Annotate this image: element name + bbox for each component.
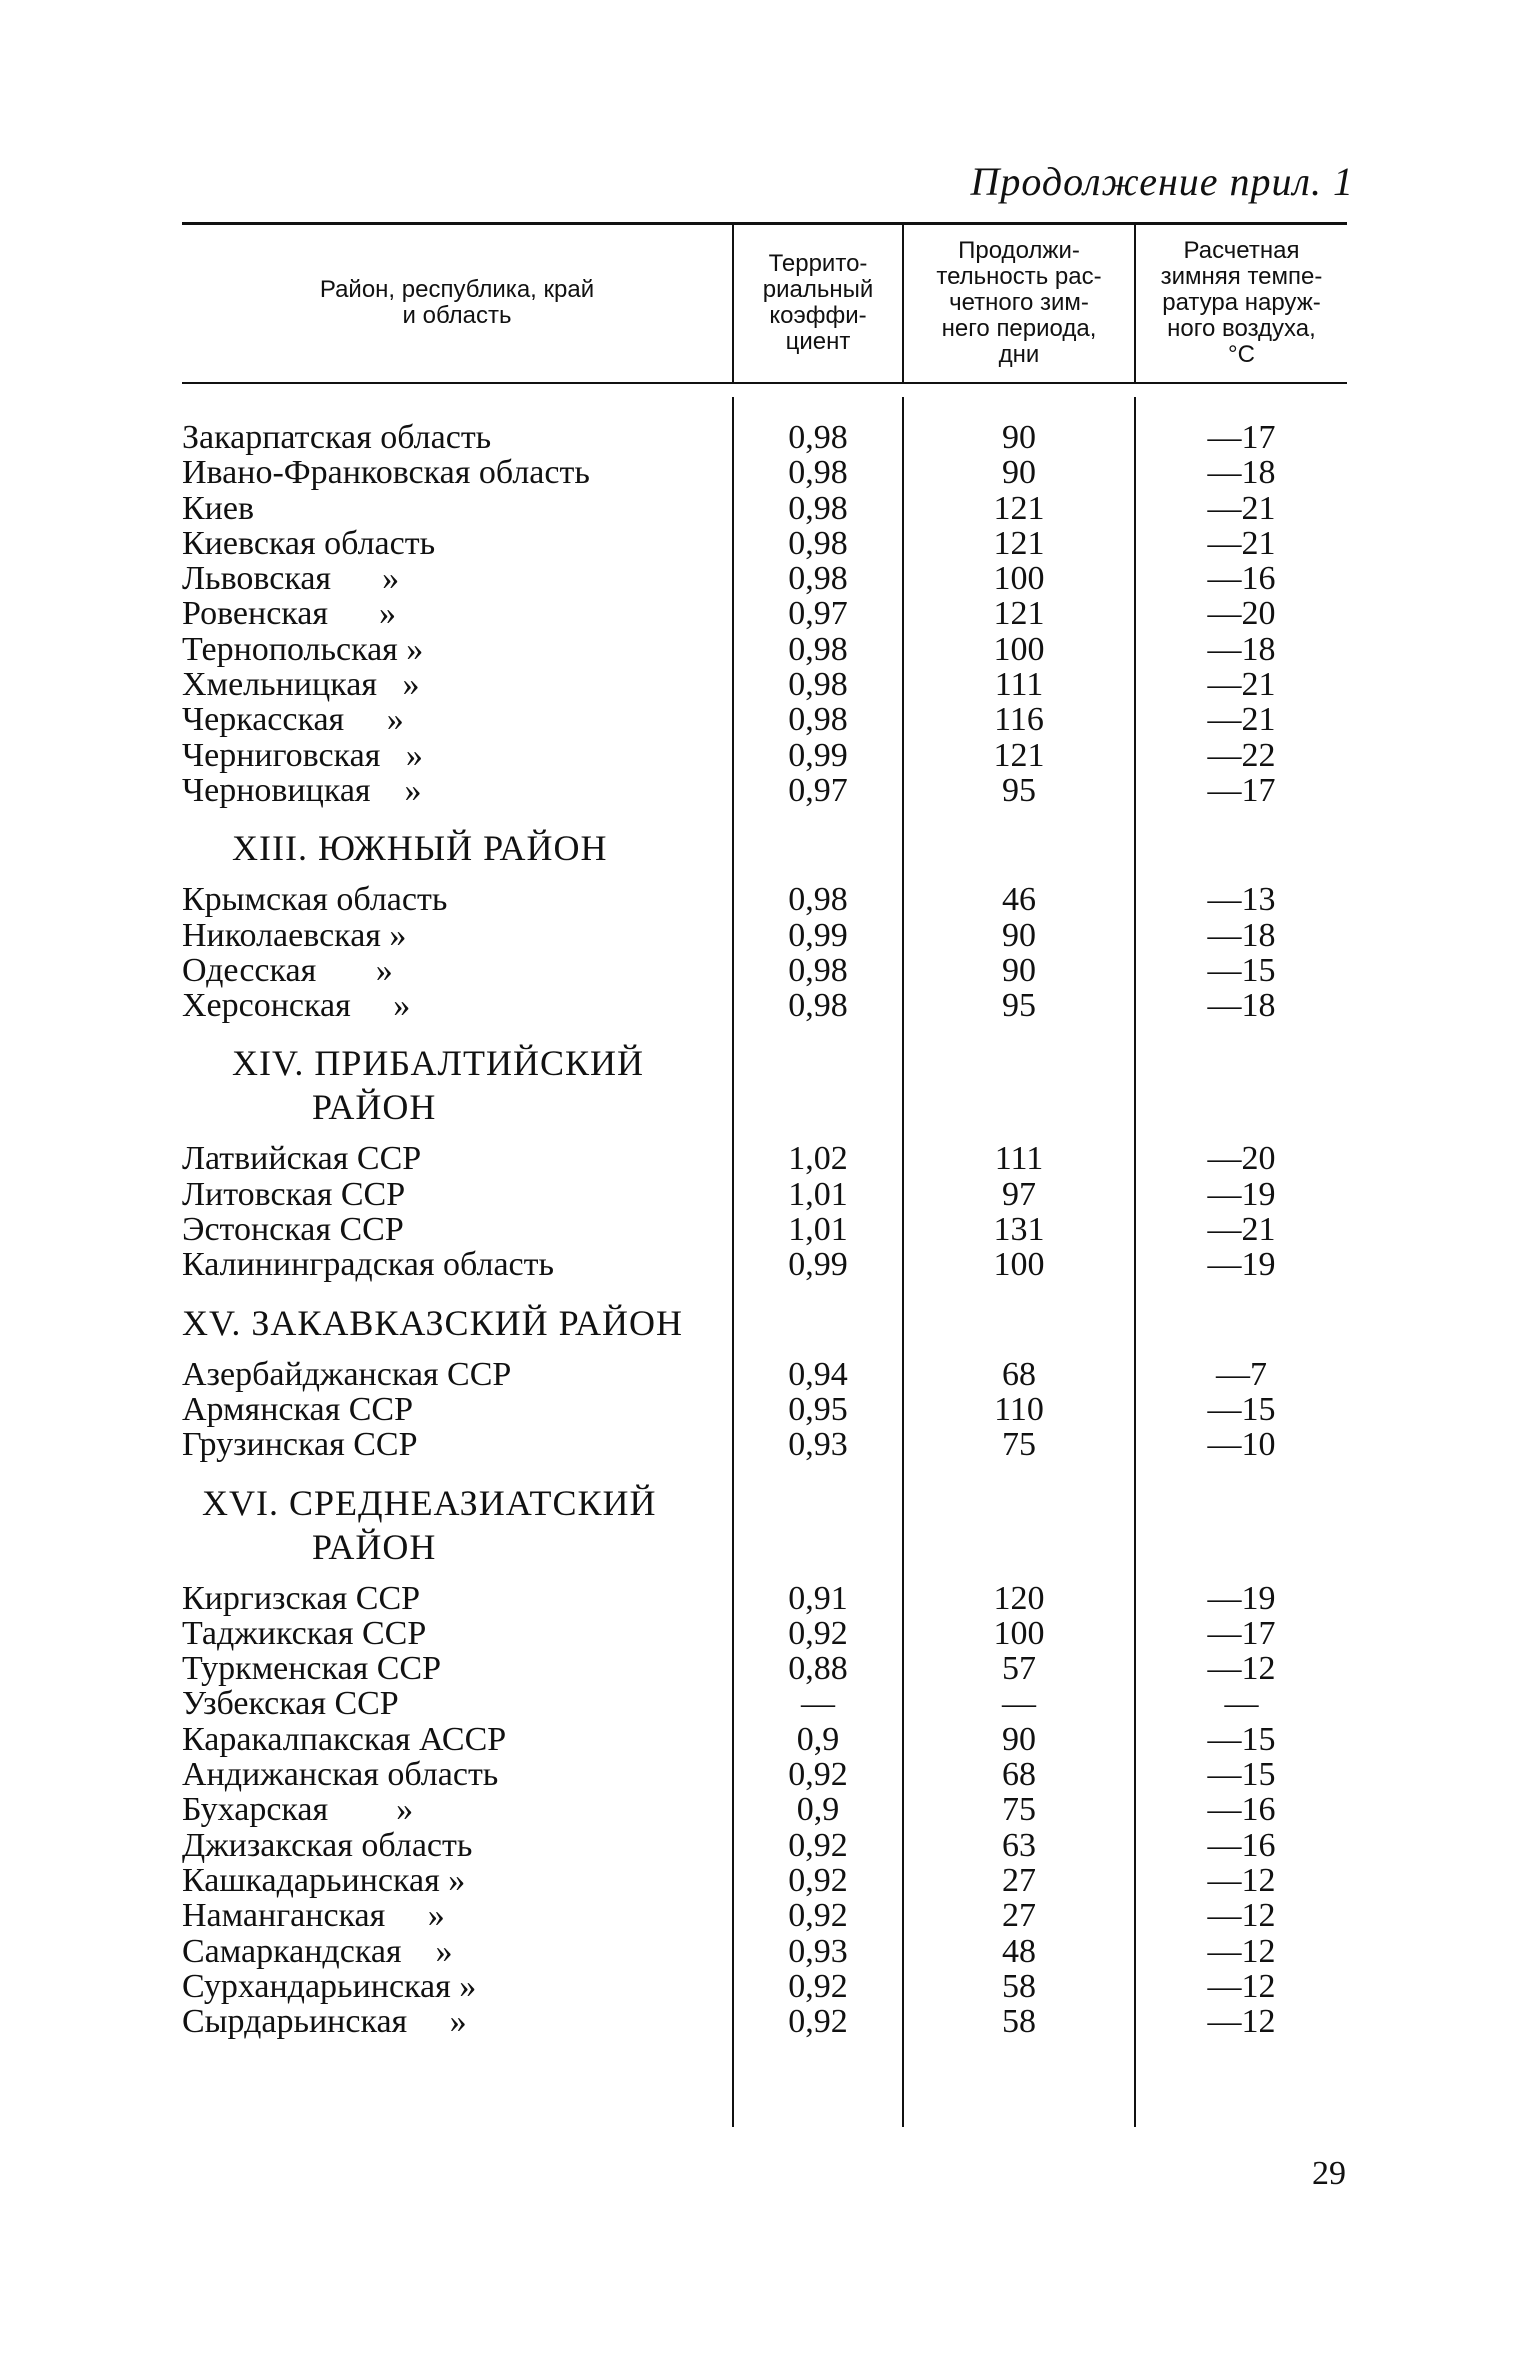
coefficient-cell: 0,98 — [788, 951, 848, 989]
coefficient-cell: 0,98 — [788, 419, 848, 456]
region-cell: Каракалпакская АССР — [182, 1720, 507, 1758]
temperature-cell: —21 — [1207, 489, 1276, 527]
header-coefficient: Террито- риальный коэффи- циент — [762, 250, 874, 355]
duration-cell: 90 — [1002, 419, 1036, 456]
temperature-cell: —16 — [1207, 1791, 1276, 1829]
temperature-cell: — — [1224, 1685, 1259, 1723]
header-region: Район, республика, край и область — [319, 276, 595, 329]
table-row — [182, 1581, 1347, 1616]
temperature-cell: —21 — [1207, 524, 1276, 562]
temperature-cell: —17 — [1207, 1614, 1276, 1652]
temperature-cell: —21 — [1207, 1211, 1276, 1249]
temperature-cell: —19 — [1207, 1175, 1276, 1213]
table-row — [182, 1427, 1347, 1462]
coefficient-cell: 0,93 — [788, 1426, 848, 1464]
region-cell: Литовская ССР — [182, 1175, 406, 1213]
table-row — [182, 632, 1347, 667]
coefficient-cell: 0,97 — [788, 595, 848, 633]
duration-cell: 120 — [993, 1579, 1045, 1617]
temperature-cell: —17 — [1207, 771, 1276, 809]
region-cell: Черкасская » — [182, 701, 404, 739]
section-heading-line: РАЙОН — [182, 1087, 437, 1128]
table-row — [182, 1898, 1347, 1933]
temperature-cell: —13 — [1207, 881, 1276, 919]
coefficient-cell: 0,92 — [788, 1897, 848, 1935]
region-cell: Тернопольская » — [182, 630, 424, 668]
table-row — [182, 1722, 1347, 1757]
table-row — [182, 1651, 1347, 1686]
table-row — [182, 667, 1347, 702]
duration-cell: 90 — [1002, 454, 1036, 492]
duration-cell: 95 — [1002, 987, 1036, 1025]
table-top-rule — [182, 222, 1347, 225]
region-cell: Азербайджанская ССР — [182, 1355, 512, 1393]
region-cell: Туркменская ССР — [182, 1650, 441, 1688]
duration-cell: 58 — [1002, 1967, 1036, 2005]
region-cell: Одесская » — [182, 951, 393, 989]
coefficient-cell: 0,92 — [788, 1861, 848, 1899]
region-cell: Грузинская ССР — [182, 1426, 418, 1464]
duration-cell: 58 — [1002, 2003, 1036, 2041]
duration-cell: 90 — [1002, 916, 1036, 954]
table-row — [182, 561, 1347, 596]
region-cell: Наманганская » — [182, 1897, 445, 1935]
temperature-cell: —18 — [1207, 916, 1276, 954]
table-row — [182, 702, 1347, 737]
temperature-cell: —17 — [1207, 419, 1276, 456]
temperature-cell: —16 — [1207, 560, 1276, 598]
coefficient-cell: 0,92 — [788, 2003, 848, 2041]
duration-cell: 68 — [1002, 1756, 1036, 1794]
coefficient-cell: 0,92 — [788, 1967, 848, 2005]
coefficient-cell: 0,98 — [788, 701, 848, 739]
region-cell: Сурхандарьинская » — [182, 1967, 477, 2005]
duration-cell: 100 — [993, 560, 1045, 598]
table-row — [182, 1828, 1347, 1863]
duration-cell: 100 — [993, 1614, 1045, 1652]
temperature-cell: —12 — [1207, 1897, 1276, 1935]
duration-cell: 100 — [993, 630, 1045, 668]
coefficient-cell: 0,97 — [788, 771, 848, 809]
coefficient-cell: — — [801, 1685, 835, 1723]
region-cell: Кашкадарьинская » — [182, 1861, 466, 1899]
temperature-cell: —10 — [1207, 1426, 1276, 1464]
region-cell: Закарпатская область — [182, 419, 492, 456]
temperature-cell: —21 — [1207, 701, 1276, 739]
coefficient-cell: 1,01 — [788, 1175, 848, 1213]
duration-cell: 46 — [1002, 881, 1036, 919]
temperature-cell: —15 — [1207, 1756, 1276, 1794]
region-cell: Таджикская ССР — [182, 1614, 427, 1652]
coefficient-cell: 0,98 — [788, 489, 848, 527]
table-row — [182, 491, 1347, 526]
section-heading — [182, 826, 1347, 870]
temperature-cell: —15 — [1207, 1720, 1276, 1758]
table-row — [182, 1934, 1347, 1969]
region-cell: Хмельницкая » — [182, 666, 420, 704]
table-row — [182, 988, 1347, 1023]
duration-cell: 100 — [993, 1246, 1045, 1284]
table-row — [182, 596, 1347, 631]
duration-cell: 75 — [1002, 1791, 1036, 1829]
coefficient-cell: 0,93 — [788, 1932, 848, 1970]
temperature-cell: —7 — [1216, 1355, 1267, 1393]
table-row — [182, 1686, 1347, 1721]
duration-cell: 121 — [993, 489, 1045, 527]
table-row — [182, 420, 1347, 455]
temperature-cell: —12 — [1207, 2003, 1276, 2041]
temperature-cell: —12 — [1207, 1650, 1276, 1688]
duration-cell: 90 — [1002, 951, 1036, 989]
region-cell: Черниговская » — [182, 736, 423, 774]
coefficient-cell: 0,91 — [788, 1579, 848, 1617]
coefficient-cell: 0,99 — [788, 1246, 848, 1284]
region-cell: Джизакская область — [182, 1826, 473, 1864]
coefficient-cell: 1,02 — [788, 1140, 848, 1178]
table-row — [182, 1969, 1347, 2004]
temperature-cell: —15 — [1207, 1390, 1276, 1428]
duration-cell: 131 — [993, 1211, 1045, 1249]
header-rule — [182, 382, 1347, 384]
region-cell: Львовская » — [182, 560, 400, 598]
continuation-note: Продолжение прил. 1 — [970, 159, 1354, 204]
temperature-cell: —12 — [1207, 1967, 1276, 2005]
duration-cell: 75 — [1002, 1426, 1036, 1464]
coefficient-cell: 0,95 — [788, 1390, 848, 1428]
coefficient-cell: 0,99 — [788, 916, 848, 954]
section-heading — [182, 1481, 1347, 1569]
temperature-cell: —19 — [1207, 1246, 1276, 1284]
region-cell: Киргизская ССР — [182, 1579, 421, 1617]
temperature-cell: —20 — [1207, 595, 1276, 633]
page-number: 29 — [1312, 2155, 1346, 2192]
section-heading-line: XV. ЗАКАВКАЗСКИЙ РАЙОН — [182, 1302, 683, 1343]
coefficient-cell: 0,98 — [788, 560, 848, 598]
duration-cell: 121 — [993, 736, 1045, 774]
table-row — [182, 1757, 1347, 1792]
coefficient-cell: 0,99 — [788, 736, 848, 774]
duration-cell: 48 — [1002, 1932, 1036, 1970]
temperature-cell: —12 — [1207, 1932, 1276, 1970]
table-row — [182, 1141, 1347, 1176]
duration-cell: 57 — [1002, 1650, 1036, 1688]
region-cell: Черновицкая » — [182, 771, 422, 809]
region-cell: Сырдарьинская » — [182, 2003, 467, 2041]
temperature-cell: —18 — [1207, 454, 1276, 492]
region-cell: Латвийская ССР — [182, 1140, 422, 1178]
table-row — [182, 1392, 1347, 1427]
temperature-cell: —18 — [1207, 987, 1276, 1025]
table-row — [182, 953, 1347, 988]
coefficient-cell: 0,92 — [788, 1614, 848, 1652]
header-duration: Продолжи- тельность рас- четного зим- него периода, дни — [936, 237, 1102, 368]
region-cell: Ровенская » — [182, 595, 397, 633]
duration-cell: 110 — [994, 1390, 1044, 1428]
region-cell: Узбекская ССР — [182, 1685, 399, 1723]
table-row — [182, 738, 1347, 773]
duration-cell: 68 — [1002, 1355, 1036, 1393]
coefficient-cell: 0,9 — [796, 1720, 840, 1758]
duration-cell: 27 — [1002, 1861, 1036, 1899]
temperature-cell: —22 — [1207, 736, 1276, 774]
table-row — [182, 2004, 1347, 2039]
region-cell: Калининградская область — [182, 1246, 554, 1284]
coefficient-cell: 0,98 — [788, 666, 848, 704]
coefficient-cell: 0,98 — [788, 881, 848, 919]
coefficient-cell: 1,01 — [788, 1211, 848, 1249]
coefficient-cell: 0,88 — [788, 1650, 848, 1688]
duration-cell: 111 — [994, 1140, 1044, 1178]
region-cell: Андижанская область — [182, 1756, 499, 1794]
coefficient-cell: 0,98 — [788, 630, 848, 668]
region-cell: Армянская ССР — [182, 1390, 413, 1428]
table-row — [182, 773, 1347, 808]
table-row — [182, 1247, 1347, 1282]
table-row — [182, 882, 1347, 917]
section-heading-line: РАЙОН — [182, 1526, 437, 1567]
section-heading-line: XVI. СРЕДНЕАЗИАТСКИЙ — [182, 1482, 657, 1523]
duration-cell: 27 — [1002, 1897, 1036, 1935]
duration-cell: 63 — [1002, 1826, 1036, 1864]
coefficient-cell: 0,98 — [788, 987, 848, 1025]
section-heading-line: XIV. ПРИБАЛТИЙСКИЙ — [182, 1043, 644, 1084]
coefficient-cell: 0,98 — [788, 524, 848, 562]
duration-cell: 121 — [993, 595, 1045, 633]
temperature-cell: —12 — [1207, 1861, 1276, 1899]
temperature-cell: —21 — [1207, 666, 1276, 704]
table-row — [182, 455, 1347, 490]
duration-cell: — — [1002, 1685, 1036, 1723]
region-cell: Киев — [182, 489, 255, 527]
duration-cell: 97 — [1002, 1175, 1036, 1213]
duration-cell: 116 — [994, 701, 1044, 739]
region-cell: Херсонская » — [182, 987, 411, 1025]
duration-cell: 90 — [1002, 1720, 1036, 1758]
table-body — [182, 420, 1347, 2039]
temperature-cell: —18 — [1207, 630, 1276, 668]
section-heading — [182, 1041, 1347, 1129]
temperature-cell: —16 — [1207, 1826, 1276, 1864]
region-cell: Бухарская » — [182, 1791, 414, 1829]
table-row — [182, 1863, 1347, 1898]
duration-cell: 111 — [994, 666, 1044, 704]
table-row — [182, 1616, 1347, 1651]
region-cell: Киевская область — [182, 524, 436, 562]
coefficient-cell: 0,98 — [788, 454, 848, 492]
region-cell: Николаевская » — [182, 916, 407, 954]
table-row — [182, 1357, 1347, 1392]
region-cell: Крымская область — [182, 881, 448, 919]
header-temperature: Расчетная зимняя темпе- ратура наруж- ного воздуха, °С — [1160, 237, 1323, 368]
table-row — [182, 1212, 1347, 1247]
coefficient-cell: 0,94 — [788, 1355, 848, 1393]
section-heading — [182, 1301, 1347, 1345]
coefficient-cell: 0,9 — [796, 1791, 840, 1829]
section-heading-line: XIII. ЮЖНЫЙ РАЙОН — [182, 828, 608, 869]
table-row — [182, 918, 1347, 953]
temperature-cell: —19 — [1207, 1579, 1276, 1617]
duration-cell: 121 — [993, 524, 1045, 562]
coefficient-cell: 0,92 — [788, 1756, 848, 1794]
temperature-cell: —20 — [1207, 1140, 1276, 1178]
region-cell: Эстонская ССР — [182, 1211, 404, 1249]
coefficient-cell: 0,92 — [788, 1826, 848, 1864]
table-row — [182, 1177, 1347, 1212]
table-row — [182, 526, 1347, 561]
table-row — [182, 1792, 1347, 1827]
region-cell: Самаркандская » — [182, 1932, 453, 1970]
region-cell: Ивано-Франковская область — [182, 454, 590, 492]
data-table — [182, 222, 1347, 2127]
temperature-cell: —15 — [1207, 951, 1276, 989]
duration-cell: 95 — [1002, 771, 1036, 809]
